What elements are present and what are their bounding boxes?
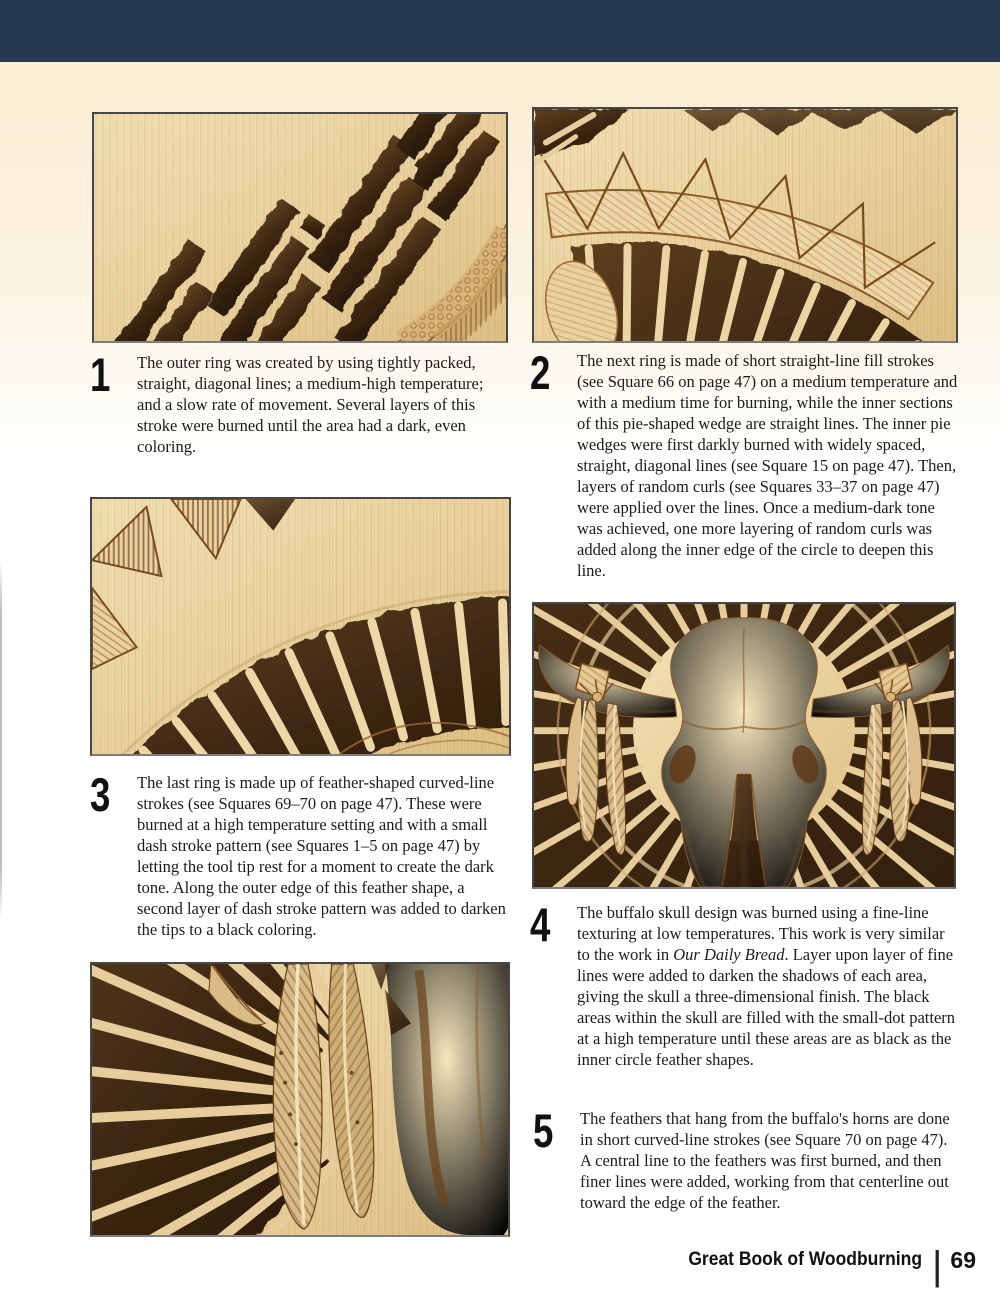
step-4-number: 4 (530, 898, 551, 951)
header-bar (0, 0, 1000, 62)
step-4 (530, 898, 958, 1070)
page-footer (668, 1240, 976, 1288)
step-3-number: 3 (90, 768, 111, 821)
step-1-text: The outer ring was created by using tightly packed, straight, diagonal lines; a medium-high temperature; and a slow rate of movement. Several layers of this stroke were burned until the area had a dark, even coloring. (137, 353, 484, 456)
step-4-text-after: . Layer upon layer of fine lines were added to darken the shadows of each area, giving the skull a three-dimensional finish. The black areas within the skull are filled with the small-dot pattern at a high temperature until these areas are as black as the inner circle feather shapes. (577, 945, 956, 1069)
step-2 (530, 346, 958, 581)
step-3-text: The last ring is made up of feather-shaped curved-line strokes (see Squares 69–70 on page 47). These were burned at a high temperature setting and with a small dash stroke pattern (see Squares 1–5 on page 47) by letting the tool tip rest for a moment to create the dark tone. Along the outer edge of this feather shape, a second layer of dash stroke pattern was added to darken the tips to a black coloring. (137, 773, 506, 939)
figure-outer-ring-photo (92, 112, 508, 343)
page-edge-line (0, 560, 2, 920)
step-4-text-before: The buffalo skull design was burned using a fine-line texturing at low temperatures. This work is very similar to the work in (577, 903, 945, 964)
footer-page-number: 69 (950, 1246, 976, 1273)
figure-buffalo-skull-photo (532, 602, 956, 889)
figure-last-ring-photo (90, 497, 511, 756)
figure-next-ring-photo (532, 107, 958, 343)
step-5-number: 5 (533, 1104, 554, 1157)
step-5-text: The feathers that hang from the buffalo's horns are done in short curved-line strokes (see Square 70 on page 47). A central line to the feathers was first burned, and then finer lines were added, working from that centerline out toward the edge of the feather. (580, 1109, 950, 1212)
step-1-number: 1 (90, 348, 111, 401)
step-2-text: The next ring is made of short straight-line fill strokes (see Square 66 on page 47) on a medium temperature and with a medium time for burning, while the inner sections of this pie-shaped wedge are straight lines. The inner pie wedges were first darkly burned with widely spaced, straight, diagonal lines (see Square 15 on page 47). Then, layers of random curls (see Squares 33–37 on page 47) were applied over the lines. Once a medium-dark tone was achieved, one more layering of random curls was added along the inner edge of the circle to deepen this line. (577, 351, 958, 580)
step-5 (533, 1104, 958, 1213)
step-1 (90, 348, 510, 457)
figure-feathers-closeup-photo (90, 962, 510, 1237)
step-4-text (577, 902, 958, 1070)
step-3 (90, 768, 510, 940)
footer-book-title: Great Book of Woodburning (688, 1249, 923, 1270)
step-4-text-italic: Our Daily Bread (673, 945, 785, 964)
step-2-number: 2 (530, 346, 551, 399)
footer-divider: | (932, 1244, 943, 1288)
